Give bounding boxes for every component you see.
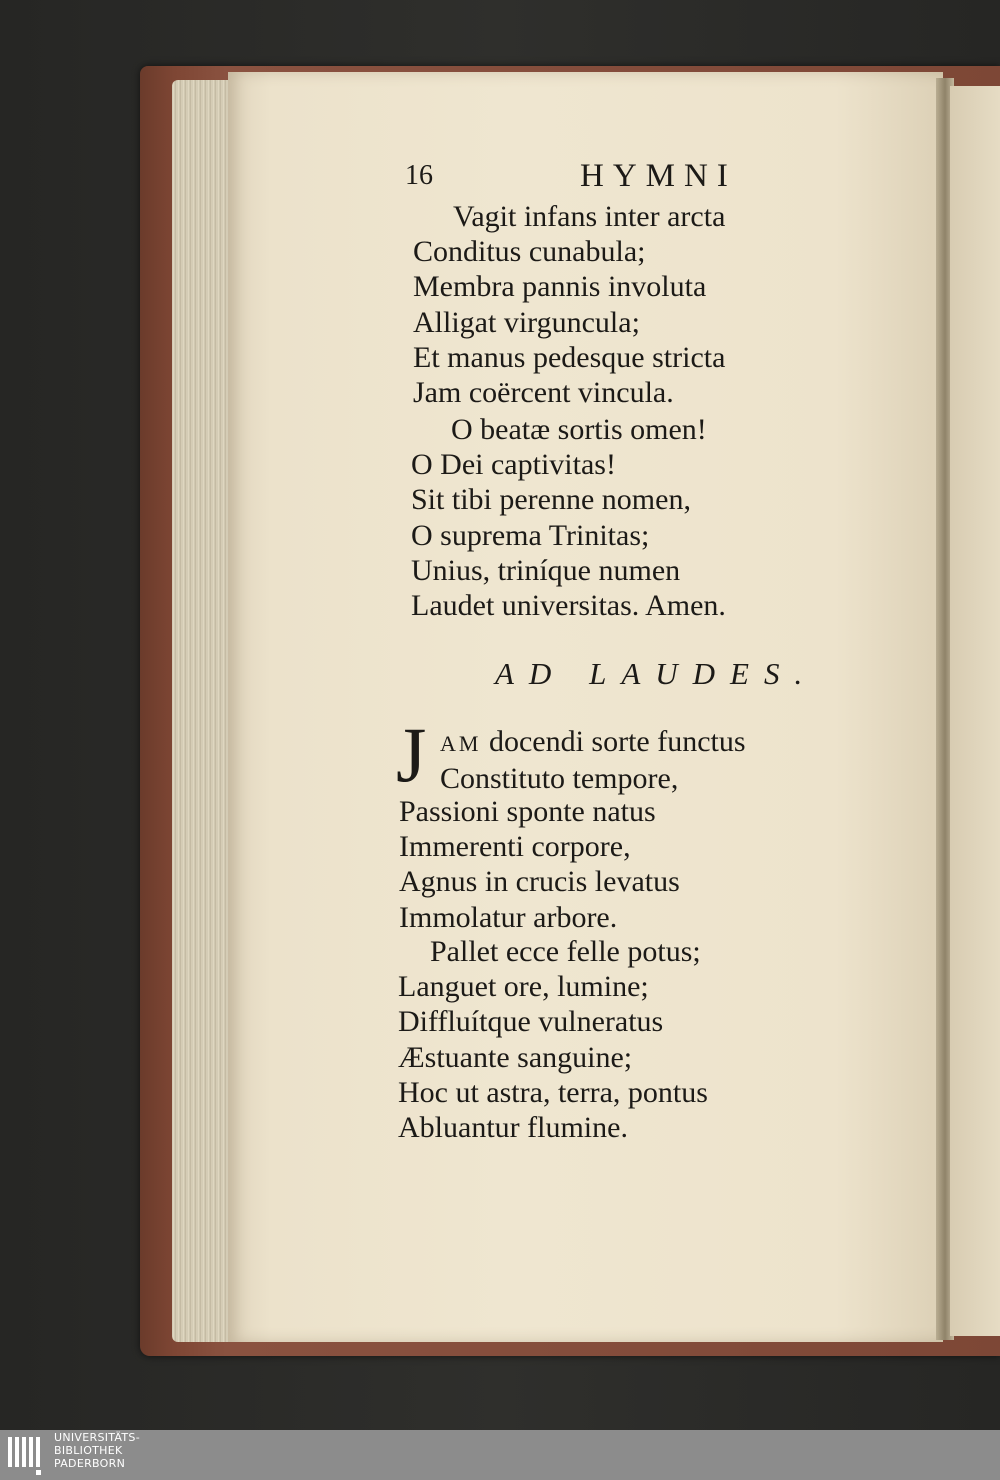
verse-line: Pallet ecce felle potus; — [430, 935, 701, 968]
verse-line: Vagit infans inter arcta — [453, 200, 726, 233]
verse-line: Passioni sponte natus — [399, 795, 656, 828]
verse-line: Immerenti corpore, — [399, 830, 631, 864]
verse-line: Laudet universitas. Amen. — [411, 589, 726, 623]
running-title: HYMNI — [580, 158, 737, 194]
stanza-4 — [398, 934, 708, 1145]
verse-line: O Dei captivitas! — [411, 448, 616, 482]
library-name-line: UNIVERSITÄTS- — [54, 1431, 140, 1444]
verse-line: Alligat virguncula; — [413, 305, 640, 339]
library-name-line: BIBLIOTHEK — [54, 1444, 123, 1457]
verse-line: Constituto tempore, — [440, 762, 679, 796]
verse-line: Hoc ut astra, terra, pontus — [398, 1075, 708, 1109]
verse-line: Abluantur flumine. — [398, 1111, 628, 1145]
drop-cap: J — [396, 711, 427, 798]
section-title: AD LAUDES. — [495, 656, 818, 691]
stanza-3 — [399, 794, 680, 935]
library-name-line: PADERBORN — [54, 1457, 126, 1470]
verse-line: Unius, triníque numen — [411, 553, 681, 587]
verse-line: Sit tibi perenne nomen, — [411, 483, 691, 517]
footer-bar — [0, 1430, 1000, 1480]
verse-line: Agnus in crucis levatus — [399, 865, 680, 899]
first-word-caps: AM — [440, 731, 482, 756]
verse-line: Diffluítque vulneratus — [398, 1005, 664, 1039]
stanza-2 — [411, 412, 726, 623]
stanza-1 — [413, 199, 725, 410]
verse-line: O suprema Trinitas; — [411, 518, 650, 552]
verse-line: Jam coërcent vincula. — [413, 376, 674, 410]
stanza-3-opening — [440, 724, 746, 796]
library-name — [54, 1431, 140, 1470]
verse-line: Membra pannis involuta — [413, 270, 707, 304]
verse-line: O beatæ sortis omen! — [451, 413, 707, 446]
first-line-rest: docendi sorte functus — [481, 725, 746, 758]
verse-line: Et manus pedesque stricta — [413, 340, 726, 374]
library-logo-icon — [6, 1433, 46, 1477]
page-number: 16 — [405, 160, 433, 191]
verse-line: Languet ore, lumine; — [398, 970, 649, 1004]
verse-line: Conditus cunabula; — [413, 235, 646, 269]
verse-line — [440, 724, 746, 761]
page-header — [405, 160, 765, 200]
verse-line: Immolatur arbore. — [399, 900, 618, 934]
verse-line: Æstuante sanguine; — [398, 1040, 633, 1074]
